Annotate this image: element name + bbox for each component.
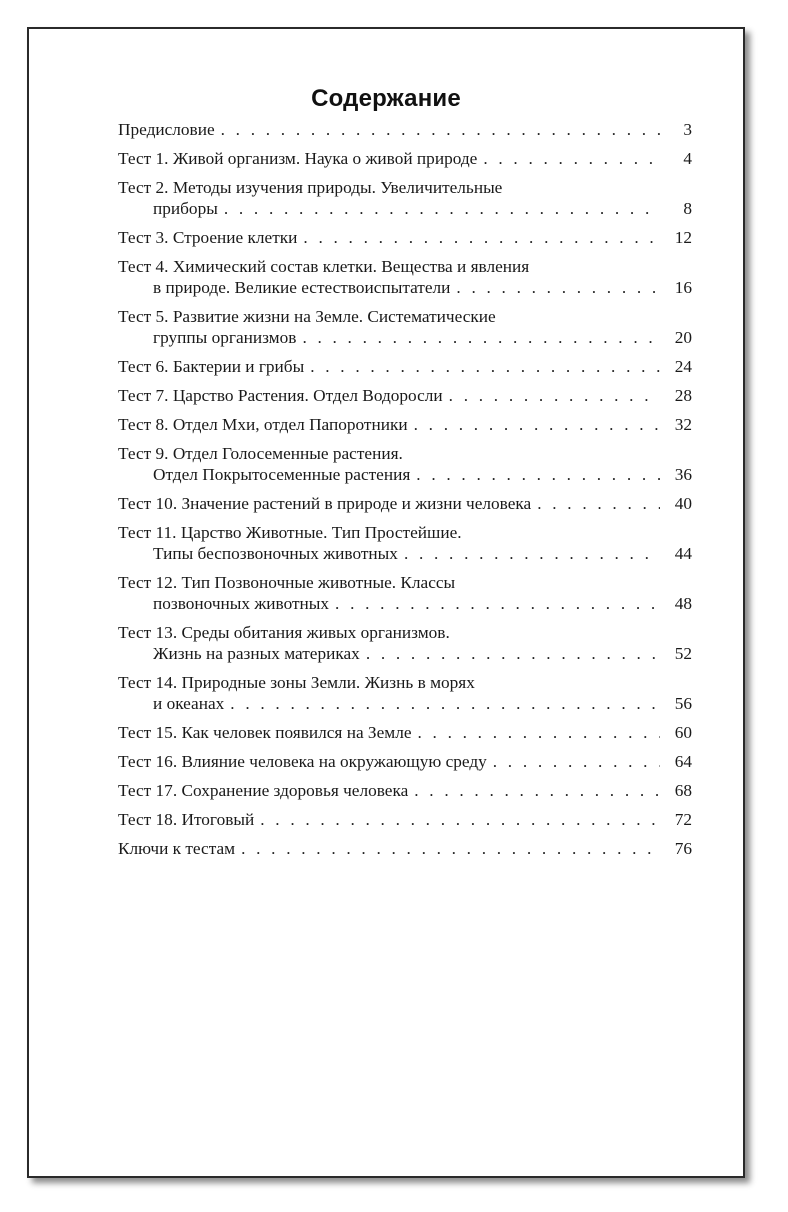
toc-entry-line [118,227,692,248]
toc-page-number: 20 [674,328,692,347]
toc-page-number: 68 [674,781,692,800]
dot-leader [449,385,660,406]
toc-entry-text: Тест 17. Сохранение здоровья человека [118,781,409,800]
toc-entry-line [118,809,692,830]
dot-leader [483,148,660,169]
toc-entry-text: Тест 4. Химический состав клетки. Вещества и явления [118,257,530,276]
toc-entry-text: Тест 15. Как человек появился на Земле [118,723,412,742]
toc-entry-text: группы организмов [153,328,297,347]
toc-entry [118,177,692,219]
dot-leader [456,277,660,298]
toc-page-number: 60 [674,723,692,742]
dot-leader [335,593,660,614]
toc-entry-text: Тест 13. Среды обитания живых организмов. [118,623,450,642]
toc-page-number: 64 [674,752,692,771]
toc-entry-line [118,643,692,664]
toc-entry [118,809,692,830]
toc-entry-text: приборы [153,199,218,218]
document-page [27,27,745,1178]
toc-entry [118,119,692,140]
toc-entry-text: Тест 9. Отдел Голосеменные растения. [118,444,403,463]
toc-entry [118,227,692,248]
dot-leader [414,780,660,801]
toc-entry-line [118,277,692,298]
toc-entry [118,838,692,859]
toc-entry [118,722,692,743]
toc-entry-text: Тест 5. Развитие жизни на Земле. Систематические [118,307,496,326]
toc-page-number: 48 [674,594,692,613]
toc-entry-text: Тест 7. Царство Растения. Отдел Водоросли [118,386,443,405]
toc-entry-text: в природе. Великие естествоиспытатели [153,278,451,297]
toc-entry-line [118,256,692,277]
toc-entry [118,493,692,514]
toc-entry-line [118,327,692,348]
toc-page-number: 76 [674,839,692,858]
toc-entry-line [118,593,692,614]
dot-leader [224,198,660,219]
dot-leader [260,809,660,830]
toc-entry-line [118,493,692,514]
dot-leader [221,119,660,140]
toc-page-number: 28 [674,386,692,405]
dot-leader [230,693,660,714]
toc-entry [118,414,692,435]
toc-entry [118,622,692,664]
dot-leader [310,356,660,377]
toc-entry [118,522,692,564]
toc-page-number: 52 [674,644,692,663]
dot-leader [303,227,660,248]
toc-entry-line [118,838,692,859]
toc-entry-text: и океанах [153,694,225,713]
toc-page-number: 3 [683,120,692,139]
toc-page-number: 8 [683,199,692,218]
toc-entry-line [118,177,692,198]
toc-entry-line [118,464,692,485]
toc-entry-line [118,198,692,219]
toc-entry [118,443,692,485]
dot-leader [241,838,660,859]
toc-entry-text: Тест 16. Влияние человека на окружающую среду [118,752,487,771]
toc-entry-line [118,672,692,693]
toc-entry-line [118,356,692,377]
toc-entry-line [118,751,692,772]
dot-leader [537,493,660,514]
toc-entry-text: Типы беспозвоночных животных [153,544,398,563]
toc-entry-line [118,572,692,593]
toc-entry-text: Тест 12. Тип Позвоночные животные. Классы [118,573,456,592]
toc-entry-text: Ключи к тестам [118,839,236,858]
toc-page-number: 56 [674,694,692,713]
toc-entry-line [118,622,692,643]
toc-entry [118,306,692,348]
toc-page-number: 72 [674,810,692,829]
dot-leader [414,414,660,435]
toc-page-number: 16 [674,278,692,297]
toc-entry [118,672,692,714]
toc-entry [118,751,692,772]
toc-entry-text: Предисловие [118,120,215,139]
toc-entry-text: Тест 2. Методы изучения природы. Увеличительные [118,178,503,197]
toc-entry [118,385,692,406]
toc-entry-line [118,722,692,743]
dot-leader [366,643,660,664]
dot-leader [493,751,660,772]
toc-page-number: 32 [674,415,692,434]
toc-entry-text: Тест 11. Царство Животные. Тип Простейшие. [118,523,462,542]
toc-entry-text: Тест 1. Живой организм. Наука о живой природе [118,149,478,168]
toc-entry [118,148,692,169]
toc-entry [118,572,692,614]
toc-page-number: 12 [674,228,692,247]
table-of-contents [118,119,692,867]
toc-entry-line [118,443,692,464]
page-title: Содержание [311,85,461,112]
toc-entry-text: Тест 3. Строение клетки [118,228,298,247]
toc-page-number: 4 [683,149,692,168]
dot-leader [418,722,661,743]
toc-entry-line [118,119,692,140]
toc-page-number: 44 [674,544,692,563]
toc-entry-text: Жизнь на разных материках [153,644,360,663]
toc-entry-text: Тест 6. Бактерии и грибы [118,357,305,376]
toc-entry [118,780,692,801]
toc-entry-text: Тест 10. Значение растений в природе и жизни человека [118,494,532,513]
toc-entry-text: Тест 14. Природные зоны Земли. Жизнь в морях [118,673,475,692]
dot-leader [404,543,660,564]
toc-entry [118,256,692,298]
toc-entry-text: Отдел Покрытосеменные растения [153,465,411,484]
toc-entry-text: позвоночных животных [153,594,330,613]
dot-leader [416,464,660,485]
toc-entry-text: Тест 18. Итоговый [118,810,255,829]
toc-entry-text: Тест 8. Отдел Мхи, отдел Папоротники [118,415,408,434]
toc-entry-line [118,780,692,801]
toc-page-number: 24 [674,357,692,376]
toc-entry-line [118,693,692,714]
toc-page-number: 40 [674,494,692,513]
toc-entry [118,356,692,377]
toc-entry-line [118,306,692,327]
toc-entry-line [118,414,692,435]
toc-entry-line [118,385,692,406]
dot-leader [302,327,660,348]
toc-entry-line [118,522,692,543]
toc-entry-line [118,543,692,564]
toc-page-number: 36 [674,465,692,484]
toc-entry-line [118,148,692,169]
